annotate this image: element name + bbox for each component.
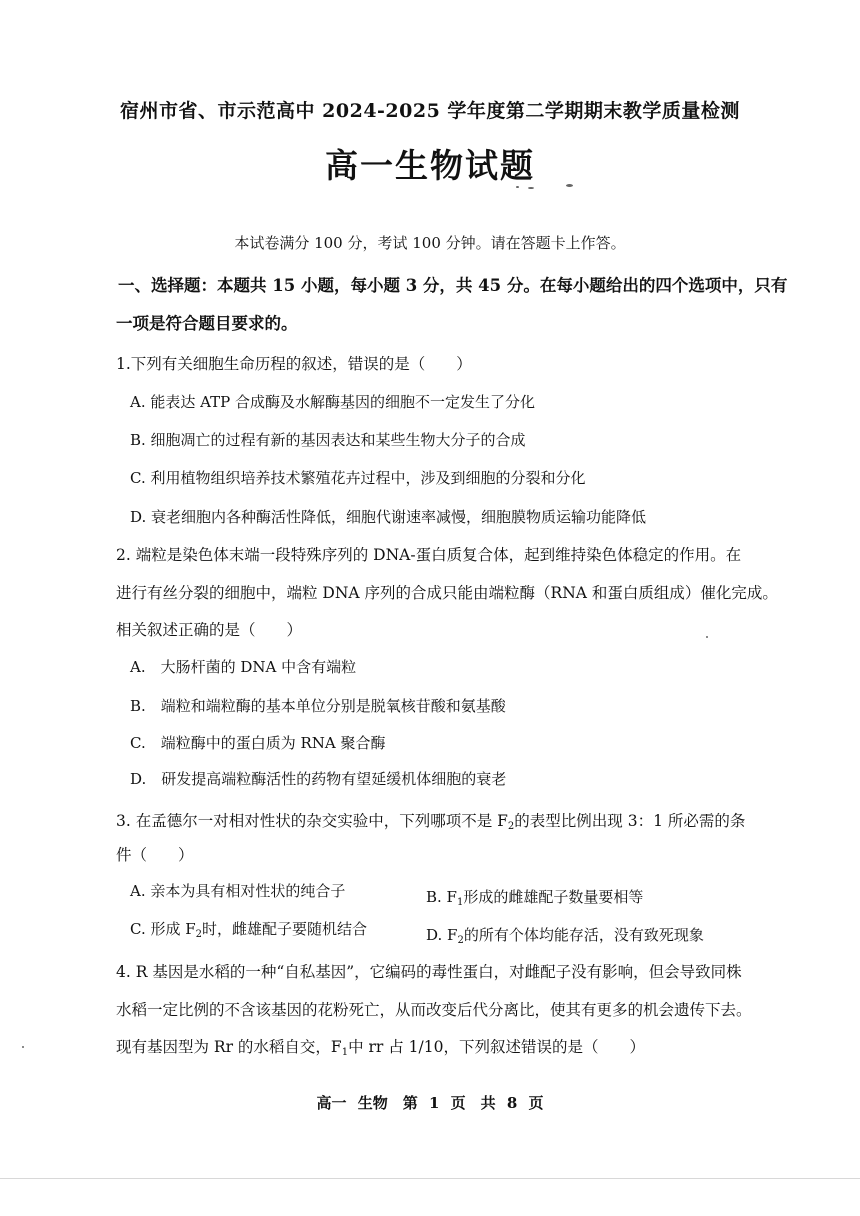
question-2-option-b: B. 端粒和端粒酶的基本单位分别是脱氧核苷酸和氨基酸 bbox=[130, 697, 506, 715]
question-3-stem-text: 的表型比例出现 3：1 所必需的条 bbox=[514, 812, 746, 830]
question-1-option-c: C. 利用植物组织培养技术繁殖花卉过程中，涉及到细胞的分裂和分化 bbox=[130, 469, 586, 487]
option-text: B. F bbox=[426, 888, 457, 906]
option-text: D. F bbox=[426, 926, 458, 944]
exam-title: 高一生物试题 bbox=[325, 146, 535, 185]
question-4-stem-line1: 4. R 基因是水稻的一种“自私基因”，它编码的毒性蛋白，对雌配子没有影响，但会导致同株 bbox=[116, 963, 742, 981]
question-4-stem-line2: 水稻一定比例的不含该基因的花粉死亡，从而改变后代分离比，使其有更多的机会遗传下去。 bbox=[116, 1001, 752, 1019]
question-4-stem-text: 中 rr 占 1/10，下列叙述错误的是（ ） bbox=[348, 1038, 645, 1056]
section-heading-cont: 一项是符合题目要求的。 bbox=[116, 314, 298, 333]
scan-edge-line bbox=[0, 1178, 860, 1179]
scan-speck bbox=[528, 187, 534, 189]
question-3-option-c bbox=[130, 918, 367, 940]
scan-speck bbox=[566, 184, 573, 187]
scan-speck bbox=[706, 636, 708, 638]
exam-instructions: 本试卷满分 100 分，考试 100 分钟。请在答题卡上作答。 bbox=[234, 234, 626, 252]
question-3-stem-line1 bbox=[116, 809, 745, 832]
question-2-option-a: A. 大肠杆菌的 DNA 中含有端粒 bbox=[130, 658, 357, 676]
option-text: C. 形成 F bbox=[130, 920, 196, 938]
subscript: 2 bbox=[507, 821, 515, 832]
option-text: 形成的雌雄配子数量要相等 bbox=[463, 888, 644, 906]
question-3-stem-line2: 件（ ） bbox=[116, 846, 194, 864]
question-3-stem-text: 3. 在孟德尔一对相对性状的杂交实验中，下列哪项不是 F bbox=[116, 812, 508, 830]
question-1-option-d: D. 衰老细胞内各种酶活性降低，细胞代谢速率减慢，细胞膜物质运输功能降低 bbox=[130, 508, 647, 526]
scan-speck bbox=[516, 186, 519, 188]
subscript: 2 bbox=[195, 929, 203, 940]
question-2-option-d: D. 研发提高端粒酶活性的药物有望延缓机体细胞的衰老 bbox=[130, 770, 507, 788]
question-3-option-d bbox=[426, 924, 704, 946]
question-2-option-c: C. 端粒酶中的蛋白质为 RNA 聚合酶 bbox=[130, 734, 386, 752]
school-header: 宿州市省、市示范高中 2024-2025 学年度第二学期期末教学质量检测 bbox=[120, 100, 740, 122]
subscript: 1 bbox=[341, 1047, 349, 1058]
question-4-stem-line3 bbox=[116, 1035, 645, 1058]
option-text: 的所有个体均能存活，没有致死现象 bbox=[463, 926, 704, 944]
question-4-stem-text: 现有基因型为 Rr 的水稻自交，F bbox=[116, 1038, 342, 1056]
section-heading: 一、选择题：本题共 15 小题，每小题 3 分，共 45 分。在每小题给出的四个选项中，只有 bbox=[118, 276, 788, 295]
scan-speck bbox=[22, 1046, 24, 1048]
question-2-stem-line2: 进行有丝分裂的细胞中，端粒 DNA 序列的合成只能由端粒酶（RNA 和蛋白质组成）催化完成。 bbox=[116, 584, 778, 602]
question-2-stem-line3: 相关叙述正确的是（ ） bbox=[116, 621, 303, 639]
question-3-option-a: A. 亲本为具有相对性状的纯合子 bbox=[130, 882, 346, 900]
question-1-option-a: A. 能表达 ATP 合成酶及水解酶基因的细胞不一定发生了分化 bbox=[130, 393, 536, 411]
question-3-option-b bbox=[426, 886, 643, 908]
option-text: 时，雌雄配子要随机结合 bbox=[202, 920, 368, 938]
question-1-option-b: B. 细胞凋亡的过程有新的基因表达和某些生物大分子的合成 bbox=[130, 431, 526, 449]
subscript: 2 bbox=[457, 935, 464, 946]
question-2-stem-line1: 2. 端粒是染色体末端一段特殊序列的 DNA-蛋白质复合体，起到维持染色体稳定的作用。在 bbox=[116, 546, 742, 564]
question-1-stem: 1.下列有关细胞生命历程的叙述，错误的是（ ） bbox=[116, 355, 472, 373]
page-footer: 高一 生物 第 1 页 共 8 页 bbox=[316, 1094, 544, 1112]
subscript: 1 bbox=[456, 897, 464, 908]
